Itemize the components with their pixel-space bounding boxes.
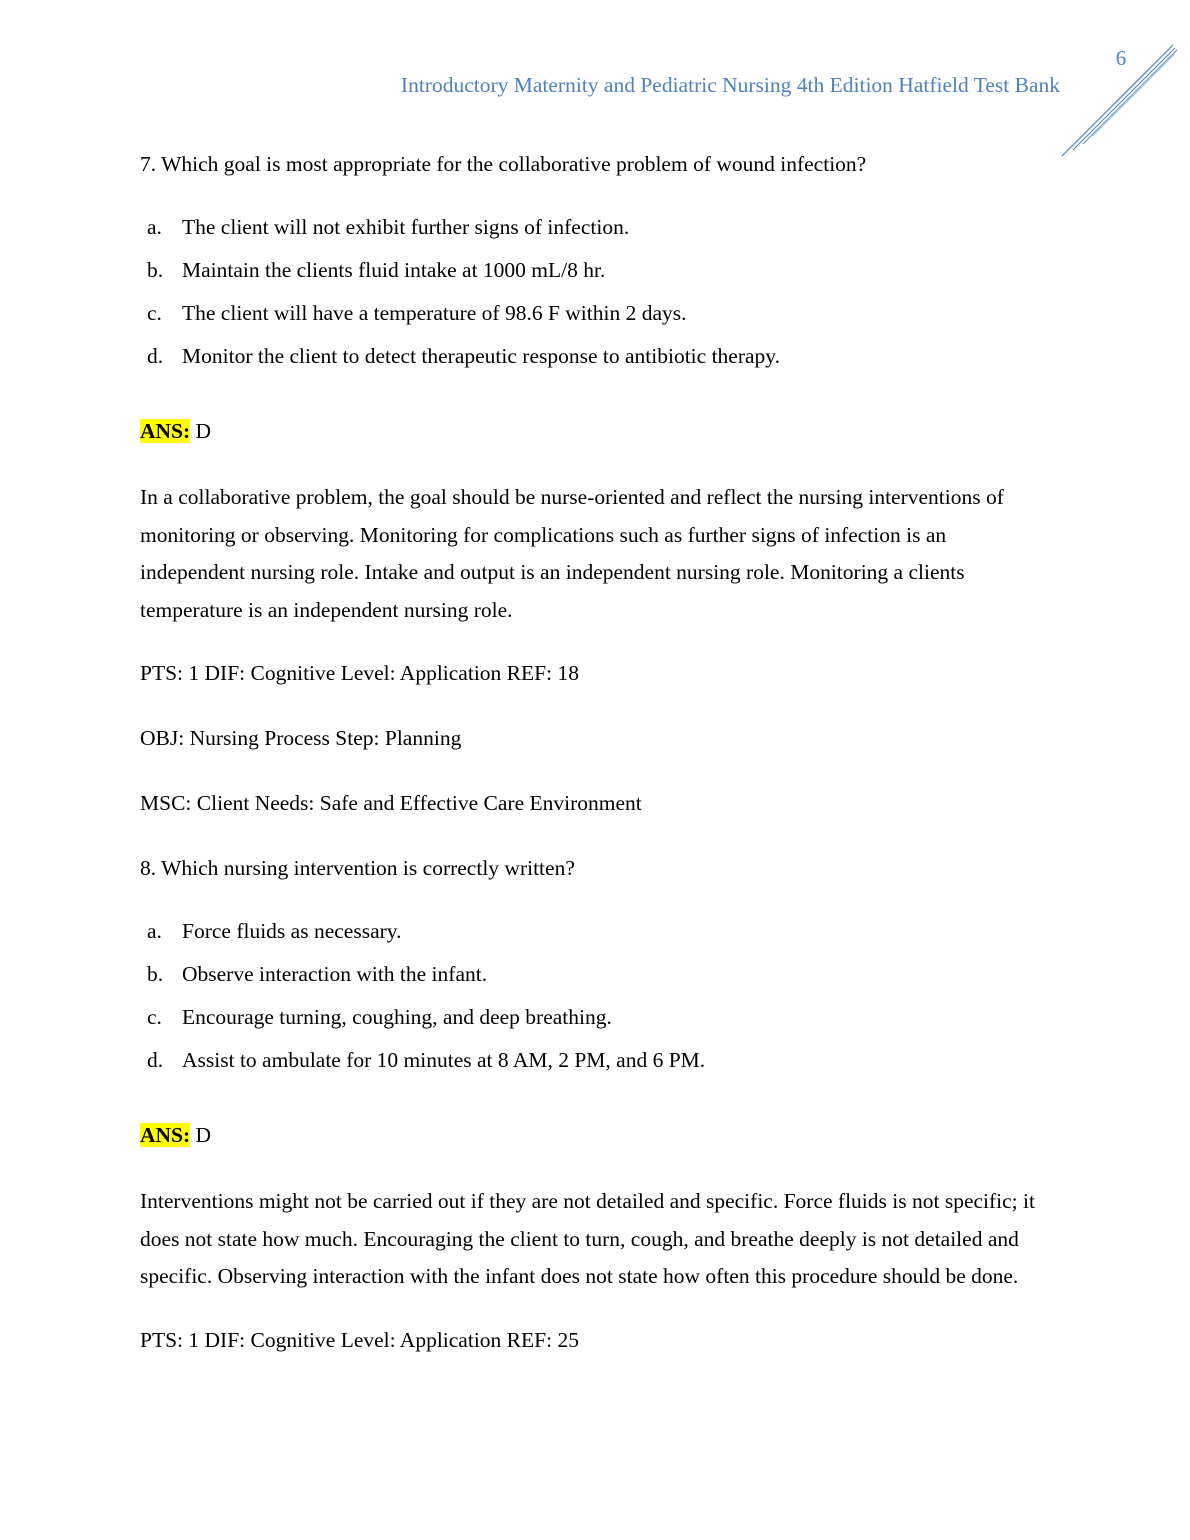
page-number: 6 bbox=[1115, 46, 1127, 70]
option-text: Encourage turning, coughing, and deep breathing. bbox=[182, 1005, 612, 1029]
document-body bbox=[140, 147, 1050, 1388]
option-text: The client will have a temperature of 98.6 F within 2 days. bbox=[182, 301, 687, 325]
pts-line: PTS: 1 DIF: Cognitive Level: Application REF: 25 bbox=[140, 1327, 579, 1352]
answer-label: ANS: bbox=[140, 1123, 191, 1147]
header-title: Introductory Maternity and Pediatric Nursing 4th Edition Hatfield Test Bank bbox=[400, 73, 1060, 97]
option-item bbox=[140, 957, 1050, 991]
question-stem: 8. Which nursing intervention is correctly written? bbox=[140, 856, 575, 880]
answer-options bbox=[140, 210, 1050, 373]
rationale: Interventions might not be carried out if they are not detailed and specific. Force fluids is not specific; it does not state how much. Encouraging the client to turn, cough, and breathe deeply is not detailed and specific. Observing interaction with the infant does not state how often this procedure should be done. bbox=[140, 1189, 1035, 1288]
option-text: Monitor the client to detect therapeutic response to antibiotic therapy. bbox=[182, 344, 781, 368]
option-letter: a. bbox=[147, 215, 162, 239]
answer-value: D bbox=[195, 419, 212, 443]
option-letter: c. bbox=[147, 1005, 162, 1029]
msc-line: MSC: Client Needs: Safe and Effective Care Environment bbox=[140, 791, 642, 815]
option-item bbox=[140, 253, 1050, 287]
option-item bbox=[140, 1000, 1050, 1034]
option-letter: c. bbox=[147, 301, 162, 325]
option-letter: b. bbox=[147, 962, 164, 986]
corner-decoration bbox=[1055, 38, 1180, 163]
obj-line: OBJ: Nursing Process Step: Planning bbox=[140, 726, 462, 750]
option-letter: d. bbox=[147, 344, 164, 368]
option-letter: b. bbox=[147, 258, 164, 282]
option-text: Assist to ambulate for 10 minutes at 8 AM, 2 PM, and 6 PM. bbox=[182, 1048, 706, 1072]
option-letter: d. bbox=[147, 1048, 164, 1072]
rationale: In a collaborative problem, the goal should be nurse-oriented and reflect the nursing interventions of monitoring or observing. Monitoring for complications such as further signs of infection is an independent nursing role. Intake and output is an independent nursing role. Monitoring a clients temperature is an independent nursing role. bbox=[140, 485, 1004, 622]
option-item bbox=[140, 1043, 1050, 1077]
option-text: The client will not exhibit further signs of infection. bbox=[182, 215, 630, 239]
option-item bbox=[140, 914, 1050, 948]
option-letter: a. bbox=[147, 919, 162, 943]
answer-value: D bbox=[195, 1123, 212, 1147]
question-stem: 7. Which goal is most appropriate for the collaborative problem of wound infection? bbox=[140, 152, 867, 176]
option-item bbox=[140, 210, 1050, 244]
option-text: Force fluids as necessary. bbox=[182, 919, 402, 943]
answer-line bbox=[140, 414, 1050, 448]
option-text: Observe interaction with the infant. bbox=[182, 962, 488, 986]
option-text: Maintain the clients fluid intake at 1000 mL/8 hr. bbox=[182, 258, 606, 282]
option-item bbox=[140, 339, 1050, 373]
pts-line: PTS: 1 DIF: Cognitive Level: Application REF: 18 bbox=[140, 661, 579, 685]
option-item bbox=[140, 296, 1050, 330]
answer-label: ANS: bbox=[140, 419, 191, 443]
answer-options bbox=[140, 914, 1050, 1077]
answer-line bbox=[140, 1118, 1050, 1152]
